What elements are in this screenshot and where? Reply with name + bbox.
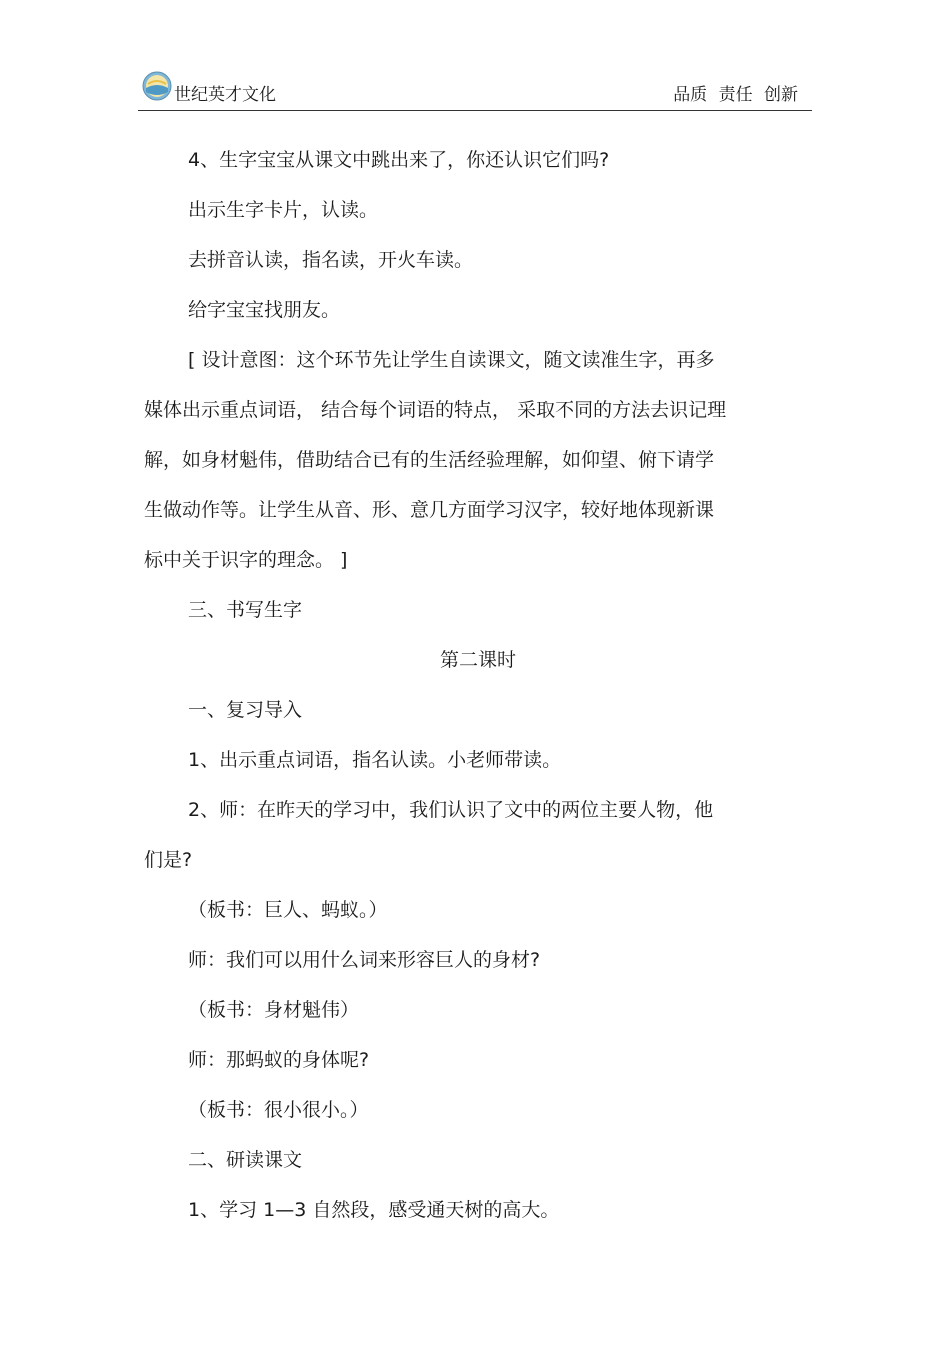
paragraph: （板书：巨人、蚂蚁。） (188, 899, 388, 921)
section-heading: 一、复习导入 (188, 699, 303, 721)
lesson-title: 第二课时 (439, 649, 516, 671)
paragraph: [ 设计意图：这个环节先让学生自读课文，随文读准生字，再多 (188, 349, 715, 371)
paragraph: 们是? (144, 849, 193, 871)
paragraph: 标中关于识字的理念。 ] (144, 549, 348, 571)
paragraph: 1、学习 1—3 自然段，感受通天树的高大。 (188, 1199, 560, 1221)
section-heading: 二、研读课文 (188, 1149, 303, 1171)
paragraph: 2、师：在昨天的学习中，我们认识了文中的两位主要人物，他 (188, 799, 714, 821)
paragraph: 媒体出示重点词语， 结合每个词语的特点， 采取不同的方法去识记理 (144, 399, 727, 421)
company-name: 世纪英才文化 (174, 85, 276, 105)
document-body (144, 135, 794, 1235)
company-logo-icon (142, 71, 172, 101)
paragraph: 解，如身材魁伟，借助结合已有的生活经验理解，如仰望、俯下请学 (144, 449, 715, 471)
paragraph: 出示生字卡片，认读。 (188, 199, 379, 221)
paragraph: 4、生字宝宝从课文中跳出来了，你还认识它们吗? (188, 149, 610, 171)
paragraph: 师：我们可以用什么词来形容巨人的身材? (188, 949, 541, 971)
paragraph: 生做动作等。让学生从音、形、意几方面学习汉字，较好地体现新课 (144, 499, 715, 521)
paragraph: 1、出示重点词语，指名认读。小老师带读。 (188, 749, 562, 771)
page-header (138, 68, 812, 111)
paragraph: 去拼音认读，指名读，开火车读。 (188, 249, 474, 271)
paragraph: 师：那蚂蚁的身体呢? (188, 1049, 370, 1071)
section-heading: 三、书写生字 (188, 599, 303, 621)
paragraph: 给字宝宝找朋友。 (188, 299, 341, 321)
paragraph: （板书：身材魁伟） (188, 999, 360, 1021)
paragraph: （板书：很小很小。） (188, 1099, 369, 1121)
header-motto: 品质 责任 创新 (673, 85, 798, 105)
